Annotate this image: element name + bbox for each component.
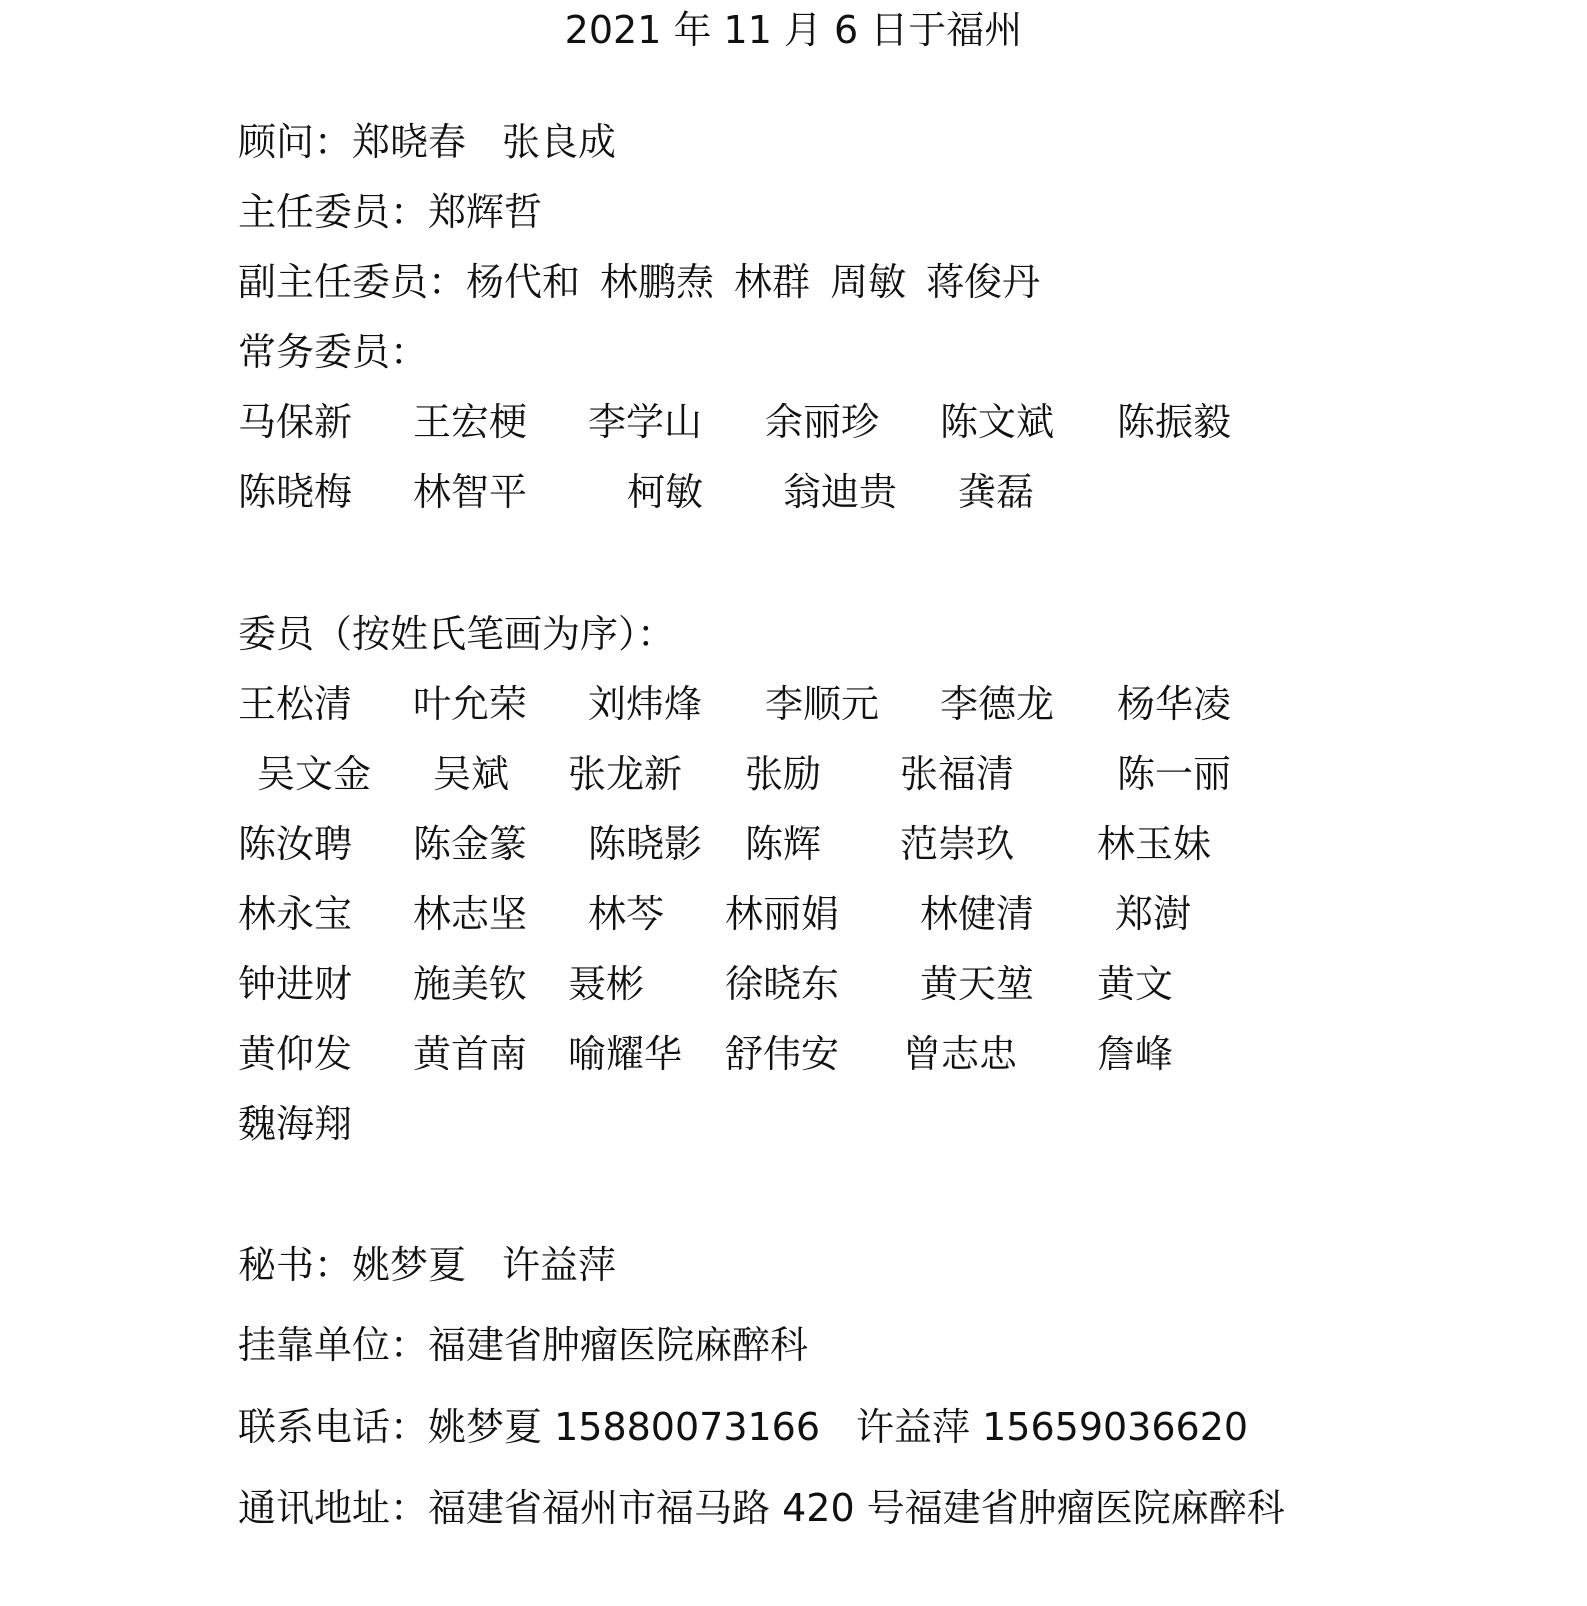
member-name: 林丽娟	[725, 892, 840, 936]
member-name: 范崇玖	[900, 822, 1015, 866]
members-row	[0, 1032, 1587, 1076]
phone-line	[238, 1405, 1248, 1449]
member-name: 刘炜烽	[588, 682, 703, 726]
member-name: 陈金篆	[413, 822, 528, 866]
chair-name: 郑辉哲	[428, 190, 543, 234]
member-name: 徐晓东	[725, 962, 840, 1006]
chair-line	[238, 190, 542, 234]
phone-entry: 许益萍 15659036620	[856, 1405, 1249, 1449]
vice-chair-name: 杨代和	[466, 260, 581, 304]
standing-member: 余丽珍	[765, 400, 880, 444]
standing-member: 陈文斌	[940, 400, 1055, 444]
member-name: 詹峰	[1097, 1032, 1174, 1076]
standing-member: 柯敏	[627, 470, 704, 514]
phone-label: 联系电话：	[238, 1405, 429, 1449]
members-row	[0, 752, 1587, 796]
advisor-name: 郑晓春	[352, 120, 467, 164]
standing-member: 王宏梗	[413, 400, 528, 444]
members-row	[0, 962, 1587, 1006]
member-name: 张龙新	[568, 752, 683, 796]
chair-label: 主任委员：	[238, 190, 429, 234]
member-name: 郑澍	[1115, 892, 1192, 936]
document-date-line: 2021 年 11 月 6 日于福州	[564, 8, 1023, 52]
members-row	[0, 892, 1587, 936]
member-name: 李德龙	[940, 682, 1055, 726]
member-name: 张励	[745, 752, 822, 796]
standing-member: 陈晓梅	[238, 470, 353, 514]
member-name: 杨华凌	[1117, 682, 1232, 726]
standing-row	[0, 400, 1587, 444]
secretaries-line	[238, 1243, 616, 1287]
vice-chair-name: 林鹏焘	[600, 260, 715, 304]
member-name: 黄天堃	[920, 962, 1035, 1006]
host-unit-line	[238, 1323, 808, 1367]
address-value: 福建省福州市福马路 420 号福建省肿瘤医院麻醉科	[428, 1486, 1285, 1530]
address-line	[238, 1486, 1285, 1530]
member-name: 舒伟安	[725, 1032, 840, 1076]
phone-entry: 姚梦夏 15880073166	[428, 1405, 821, 1449]
members-row	[0, 682, 1587, 726]
secretaries-label: 秘书：	[238, 1243, 353, 1287]
vice-chairs-label: 副主任委员：	[238, 260, 467, 304]
member-name: 施美钦	[413, 962, 528, 1006]
member-name: 曾志忠	[903, 1032, 1018, 1076]
address-label: 通讯地址：	[238, 1486, 429, 1530]
member-name: 林永宝	[238, 892, 353, 936]
member-name: 王松清	[238, 682, 353, 726]
host-unit-value: 福建省肿瘤医院麻醉科	[428, 1323, 809, 1367]
member-name: 李顺元	[765, 682, 880, 726]
member-name: 魏海翔	[238, 1102, 353, 1146]
standing-row	[0, 470, 1587, 514]
member-name: 林芩	[588, 892, 665, 936]
standing-member: 龚磊	[958, 470, 1035, 514]
standing-member: 林智平	[413, 470, 528, 514]
members-row	[0, 822, 1587, 866]
secretary-name: 许益萍	[502, 1243, 617, 1287]
member-name: 张福清	[900, 752, 1015, 796]
member-name: 林健清	[920, 892, 1035, 936]
vice-chair-name: 周敏	[830, 260, 907, 304]
advisors-label: 顾问：	[238, 120, 353, 164]
advisors-line	[238, 120, 616, 164]
standing-label: 常务委员：	[238, 330, 429, 374]
standing-member: 翁迪贵	[783, 470, 898, 514]
member-name: 聂彬	[568, 962, 645, 1006]
member-name: 黄首南	[413, 1032, 528, 1076]
member-name: 黄文	[1097, 962, 1174, 1006]
vice-chair-name: 蒋俊丹	[926, 260, 1041, 304]
member-name: 钟进财	[238, 962, 353, 1006]
member-name: 陈晓影	[588, 822, 703, 866]
member-name: 陈一丽	[1117, 752, 1232, 796]
standing-member: 陈振毅	[1117, 400, 1232, 444]
member-name: 陈辉	[745, 822, 822, 866]
member-name: 陈汝聘	[238, 822, 353, 866]
host-unit-label: 挂靠单位：	[238, 1323, 429, 1367]
member-name: 林志坚	[413, 892, 528, 936]
member-name: 吴斌	[433, 752, 510, 796]
member-name: 叶允荣	[413, 682, 528, 726]
member-name: 吴文金	[257, 752, 372, 796]
member-name: 喻耀华	[568, 1032, 683, 1076]
vice-chairs-line	[238, 260, 1040, 304]
vice-chair-name: 林群	[734, 260, 811, 304]
members-label: 委员（按姓氏笔画为序）：	[238, 612, 676, 656]
advisor-name: 张良成	[502, 120, 617, 164]
member-name: 黄仰发	[238, 1032, 353, 1076]
member-name: 林玉妹	[1097, 822, 1212, 866]
standing-member: 马保新	[238, 400, 353, 444]
standing-member: 李学山	[588, 400, 703, 444]
members-row	[0, 1102, 1587, 1146]
secretary-name: 姚梦夏	[352, 1243, 467, 1287]
